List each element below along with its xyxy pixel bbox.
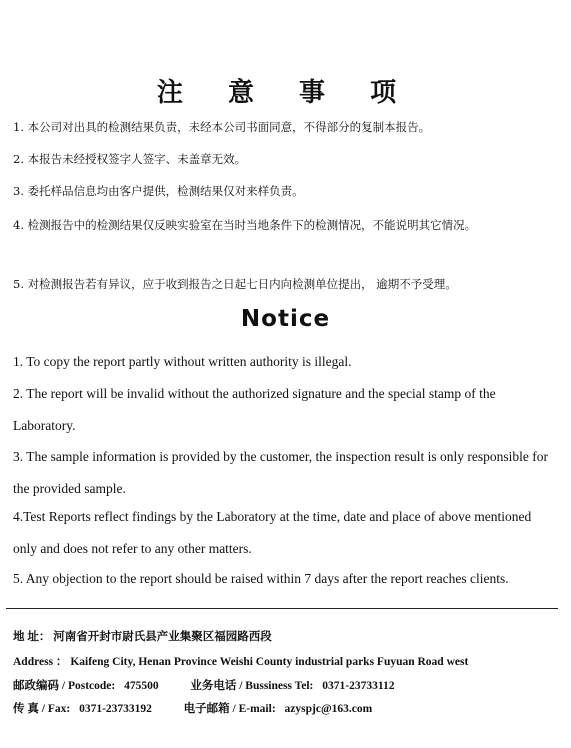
address-english-line — [13, 653, 563, 669]
fax-label: 传 真 / Fax: — [13, 703, 71, 715]
postcode-label: 邮政编码 / Postcode: — [13, 680, 116, 692]
chinese-title: 注 意 事 项 — [156, 78, 415, 108]
english-notice-item-5: 5. Any objection to the report should be raised within 7 days after the report reaches clients. — [13, 571, 509, 586]
chinese-notice-item-4: 4. 检测报告中的检测结果仅反映实验室在当时当地条件下的检测情况，不能说明其它情况。 — [13, 218, 477, 232]
address-chinese-value: 河南省开封市尉氏县产业集聚区福园路西段 — [53, 631, 272, 643]
chinese-notice-item-1: 1. 本公司对出具的检测结果负责，未经本公司书面同意，不得部分的复制本报告。 — [13, 120, 431, 134]
address-english-label: Address ： — [13, 656, 68, 668]
fax-value: 0371-23733192 — [79, 703, 152, 715]
english-notice-item-3: 3. The sample information is provided by the customer, the inspection result is only responsible for the provided sample. — [13, 449, 548, 496]
english-notice-item-2: 2. The report will be invalid without the authorized signature and the special stamp of the Laboratory. — [13, 386, 496, 433]
address-chinese-label: 地 址： — [13, 631, 51, 643]
fax-email-line — [13, 700, 563, 716]
chinese-notice-item-3: 3. 委托样品信息均由客户提供，检测结果仅对来样负责。 — [13, 184, 304, 198]
business-tel-label: 业务电话 / Bussiness Tel: — [190, 680, 314, 692]
chinese-notice-item-5: 5. 对检测报告若有异议，应于收到报告之日起七日内向检测单位提出， 逾期不予受理。 — [13, 277, 457, 291]
business-tel-value: 0371-23733112 — [322, 680, 395, 692]
email-label: 电子邮箱 / E-mail: — [183, 703, 276, 715]
postcode-tel-line — [13, 677, 563, 693]
address-chinese-line — [13, 628, 563, 644]
address-english-value: Kaifeng City, Henan Province Weishi County industrial parks Fuyuan Road west — [70, 656, 469, 668]
english-notice-item-4: 4.Test Reports reflect findings by the Laboratory at the time, date and place of above mentioned only and does not refer to any other matters. — [13, 509, 532, 556]
email-value: azyspjc@163.com — [284, 703, 373, 715]
chinese-notice-item-2: 2. 本报告未经授权签字人签字、未盖章无效。 — [13, 152, 247, 166]
postcode-value: 475500 — [124, 680, 159, 692]
footer-divider — [6, 608, 558, 609]
english-title: Notice — [240, 306, 331, 332]
english-notice-item-1: 1. To copy the report partly without written authority is illegal. — [13, 354, 352, 369]
